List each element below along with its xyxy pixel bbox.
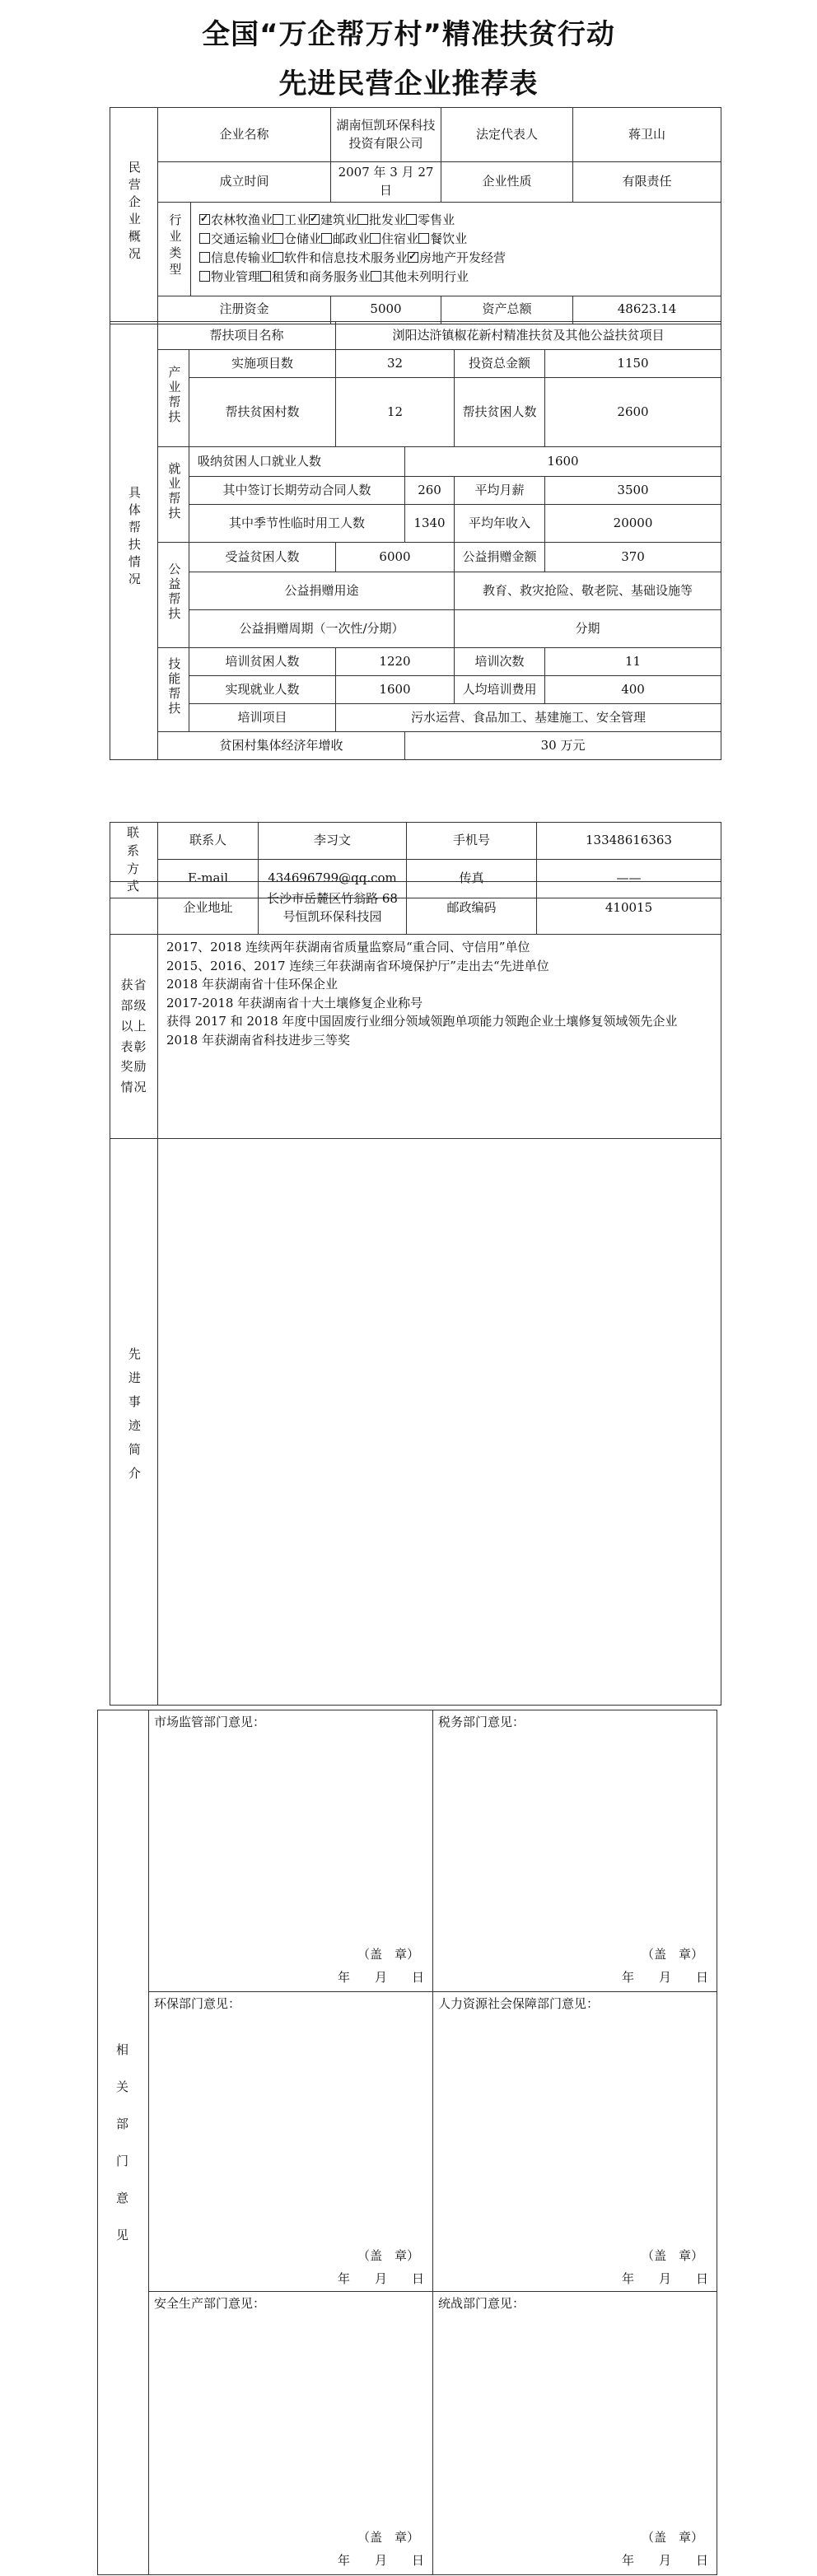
monthly-salary-label: 平均月薪 <box>455 477 545 505</box>
welfare-help-label: 公益帮扶 <box>158 543 189 648</box>
unchecked-box-icon[interactable] <box>371 271 381 282</box>
unchecked-box-icon[interactable] <box>199 252 210 263</box>
united-date: 年 月 日 <box>621 2553 708 2568</box>
phone-value: 13348616363 <box>537 823 721 860</box>
founded-value: 2007 年 3 月 27 日 <box>331 162 441 203</box>
trained-value: 1220 <box>336 648 455 676</box>
overview-section-label: 民营企业概况 <box>110 108 158 324</box>
people-label: 帮扶贫困人数 <box>455 378 545 447</box>
industry-option-label: 信息传输业 <box>211 250 273 265</box>
people-value: 2600 <box>545 378 721 447</box>
market-seal: （盖 章） <box>357 1947 419 1962</box>
united-seal: （盖 章） <box>641 2530 703 2545</box>
address-value: 长沙市岳麓区竹翁路 68 号恒凯环保科技园 <box>259 882 407 935</box>
monthly-salary: 3500 <box>545 477 721 505</box>
donation-label: 公益捐赠金额 <box>455 543 545 572</box>
industry-label: 行业类型 <box>158 202 191 296</box>
donation-use-label: 公益捐赠用途 <box>189 572 455 610</box>
unchecked-box-icon[interactable] <box>370 233 380 244</box>
market-opinion <box>149 1710 433 1992</box>
industry-option-label: 仓储业 <box>284 231 322 246</box>
growth-label: 贫困村集体经济年增收 <box>158 732 405 760</box>
reg-capital-label: 注册资金 <box>158 296 331 324</box>
hr-date: 年 月 日 <box>621 2271 708 2286</box>
address-spacer <box>110 882 158 935</box>
checked-box-icon[interactable] <box>408 252 418 263</box>
deeds-section-label: 先进事迹简介 <box>110 1139 158 1706</box>
hr-opinion-label: 人力资源社会保障部门意见： <box>438 1996 600 2011</box>
safety-opinion <box>149 2292 433 2575</box>
employment-help-label: 就业帮扶 <box>158 447 189 543</box>
contact-section-label: 联系方式 <box>110 823 158 898</box>
legal-rep: 蒋卫山 <box>573 108 721 162</box>
contact-person-label: 联系人 <box>158 823 259 860</box>
postcode-value: 410015 <box>537 882 721 935</box>
annual-income: 20000 <box>545 505 721 543</box>
checked-box-icon[interactable] <box>309 214 320 225</box>
projects-count-label: 实施项目数 <box>189 350 336 378</box>
tax-seal: （盖 章） <box>641 1947 703 1962</box>
donation-cycle-label: 公益捐赠周期（一次性/分期） <box>189 610 455 648</box>
unchecked-box-icon[interactable] <box>406 214 417 225</box>
fax-value: —— <box>537 859 721 898</box>
address-awards-table <box>110 881 721 1706</box>
longterm-label: 其中签订长期劳动合同人数 <box>189 477 405 505</box>
awards-section-label: 获省部级以上表彰奖励情况 <box>110 935 158 1139</box>
industry-option-label: 其他未列明行业 <box>382 269 469 285</box>
industry-option-label: 邮政业 <box>333 231 371 246</box>
beneficiaries-value: 6000 <box>336 543 455 572</box>
unchecked-box-icon[interactable] <box>273 233 283 244</box>
hr-seal: （盖 章） <box>641 2248 703 2263</box>
industry-option-label: 农林牧渔业 <box>211 212 273 227</box>
growth-value: 30 万元 <box>405 732 721 760</box>
postcode-label: 邮政编码 <box>407 882 537 935</box>
tax-opinion <box>433 1710 717 1992</box>
nature-value: 有限责任 <box>573 162 721 203</box>
hr-opinion <box>433 1992 717 2292</box>
industry-option-label: 租赁和商务服务业 <box>272 269 371 285</box>
unchecked-box-icon[interactable] <box>273 214 283 225</box>
checked-box-icon[interactable] <box>199 214 210 225</box>
award-item: 2017、2018 连续两年获湖南省质量监察局“重合同、守信用”单位 <box>166 940 530 954</box>
projects-count: 32 <box>336 350 455 378</box>
page-subtitle: 先进民营企业推荐表 <box>278 68 539 100</box>
unchecked-box-icon[interactable] <box>321 233 332 244</box>
overview-help-table <box>110 107 721 324</box>
unchecked-box-icon[interactable] <box>418 233 429 244</box>
company-name-label: 企业名称 <box>158 108 331 162</box>
industry-option-label: 物业管理 <box>211 269 261 285</box>
unchecked-box-icon[interactable] <box>199 233 210 244</box>
reg-capital: 5000 <box>331 296 441 324</box>
safety-opinion-label: 安全生产部门意见： <box>154 2296 266 2311</box>
items-label: 培训项目 <box>189 704 336 732</box>
cost-label: 人均培训费用 <box>455 676 545 704</box>
annual-income-label: 平均年收入 <box>455 505 545 543</box>
awards-list <box>158 935 721 1139</box>
contact-person: 李习文 <box>259 823 407 860</box>
award-item: 2015、2016、2017 连续三年获湖南省环境保护厅”走出去“先进单位 <box>166 958 549 973</box>
email-label: E-mail <box>158 859 259 898</box>
safety-date: 年 月 日 <box>337 2553 424 2568</box>
unchecked-box-icon[interactable] <box>199 271 210 282</box>
env-opinion-label: 环保部门意见： <box>154 1996 241 2011</box>
project-name: 浏阳达浒镇椒花新村精准扶贫及其他公益扶贫项目 <box>336 322 721 350</box>
industry-option-label: 建筑业 <box>320 212 358 227</box>
industry-option-label: 交通运输业 <box>211 231 273 246</box>
tax-opinion-label: 税务部门意见： <box>438 1715 525 1729</box>
longterm-value: 260 <box>405 477 455 505</box>
project-name-label: 帮扶项目名称 <box>158 322 336 350</box>
award-item: 2018 年获湖南省科技进步三等奖 <box>166 1032 350 1048</box>
nature-label: 企业性质 <box>441 162 573 203</box>
page-title: 全国“万企帮万村”精准扶贫行动 <box>202 18 615 51</box>
seasonal-label: 其中季节性临时用工人数 <box>189 505 405 543</box>
absorbed-label: 吸纳贫困人口就业人数 <box>189 447 405 477</box>
unchecked-box-icon[interactable] <box>273 252 283 263</box>
cost-value: 400 <box>545 676 721 704</box>
safety-seal: （盖 章） <box>357 2530 419 2545</box>
employed-label: 实现就业人数 <box>189 676 336 704</box>
industry-option-label: 房地产开发经营 <box>419 250 507 265</box>
seasonal-value: 1340 <box>405 505 455 543</box>
unchecked-box-icon[interactable] <box>260 271 271 282</box>
env-opinion <box>149 1992 433 2292</box>
founded-label: 成立时间 <box>158 162 331 203</box>
legal-rep-label: 法定代表人 <box>441 108 573 162</box>
villages-label: 帮扶贫困村数 <box>189 378 336 447</box>
address-label: 企业地址 <box>158 882 259 935</box>
deeds-content <box>158 1139 721 1706</box>
invest-value: 1150 <box>545 350 721 378</box>
award-item: 2018 年获湖南省十佳环保企业 <box>166 977 338 992</box>
env-date: 年 月 日 <box>337 2271 424 2286</box>
absorbed-value: 1600 <box>405 447 721 477</box>
opinions-section-label: 相关部门意见 <box>98 1710 149 2575</box>
employed-value: 1600 <box>336 676 455 704</box>
invest-label: 投资总金额 <box>455 350 545 378</box>
total-assets: 48623.14 <box>573 296 721 324</box>
market-opinion-label: 市场监管部门意见： <box>154 1715 266 1729</box>
email-value: 434696799@qq.com <box>259 859 407 898</box>
trained-label: 培训贫困人数 <box>189 648 336 676</box>
award-item: 2017-2018 年获湖南省十大土壤修复企业称号 <box>166 995 423 1010</box>
villages-value: 12 <box>336 378 455 447</box>
industry-row <box>199 230 717 249</box>
help-section-label: 具体帮扶情况 <box>110 322 158 760</box>
help-table <box>110 321 721 760</box>
united-opinion-label: 统战部门意见： <box>438 2296 525 2311</box>
opinions-table <box>97 1710 717 2575</box>
industry-help-label: 产业帮扶 <box>158 350 189 447</box>
sessions-value: 11 <box>545 648 721 676</box>
tax-date: 年 月 日 <box>621 1970 708 1985</box>
industry-row <box>199 249 717 268</box>
fax-label: 传真 <box>407 859 537 898</box>
industry-row <box>199 211 717 230</box>
industry-option-label: 零售业 <box>418 212 455 227</box>
env-seal: （盖 章） <box>357 2248 419 2263</box>
donation-value: 370 <box>545 543 721 572</box>
market-date: 年 月 日 <box>337 1970 424 1985</box>
sessions-label: 培训次数 <box>455 648 545 676</box>
industry-option-label: 批发业 <box>369 212 407 227</box>
industry-row <box>199 268 717 287</box>
industry-option-label: 住宿业 <box>381 231 419 246</box>
beneficiaries-label: 受益贫困人数 <box>189 543 336 572</box>
industry-option-label: 工业 <box>284 212 310 227</box>
total-assets-label: 资产总额 <box>441 296 573 324</box>
skills-help-label: 技能帮扶 <box>158 648 189 732</box>
industry-option-label: 软件和信息技术服务业 <box>284 250 408 265</box>
phone-label: 手机号 <box>407 823 537 860</box>
unchecked-box-icon[interactable] <box>357 214 368 225</box>
items-value: 污水运营、食品加工、基建施工、安全管理 <box>336 704 721 732</box>
industry-option-label: 餐饮业 <box>430 231 468 246</box>
award-item: 获得 2017 和 2018 年度中国固废行业细分领域领跑单项能力领跑企业土壤修复领域领先企业 <box>166 1014 678 1029</box>
company-name: 湖南恒凯环保科技投资有限公司 <box>331 108 441 162</box>
donation-cycle: 分期 <box>455 610 721 648</box>
united-opinion <box>433 2292 717 2575</box>
industry-checklist <box>191 202 721 296</box>
donation-use: 教育、救灾抢险、敬老院、基础设施等 <box>455 572 721 610</box>
